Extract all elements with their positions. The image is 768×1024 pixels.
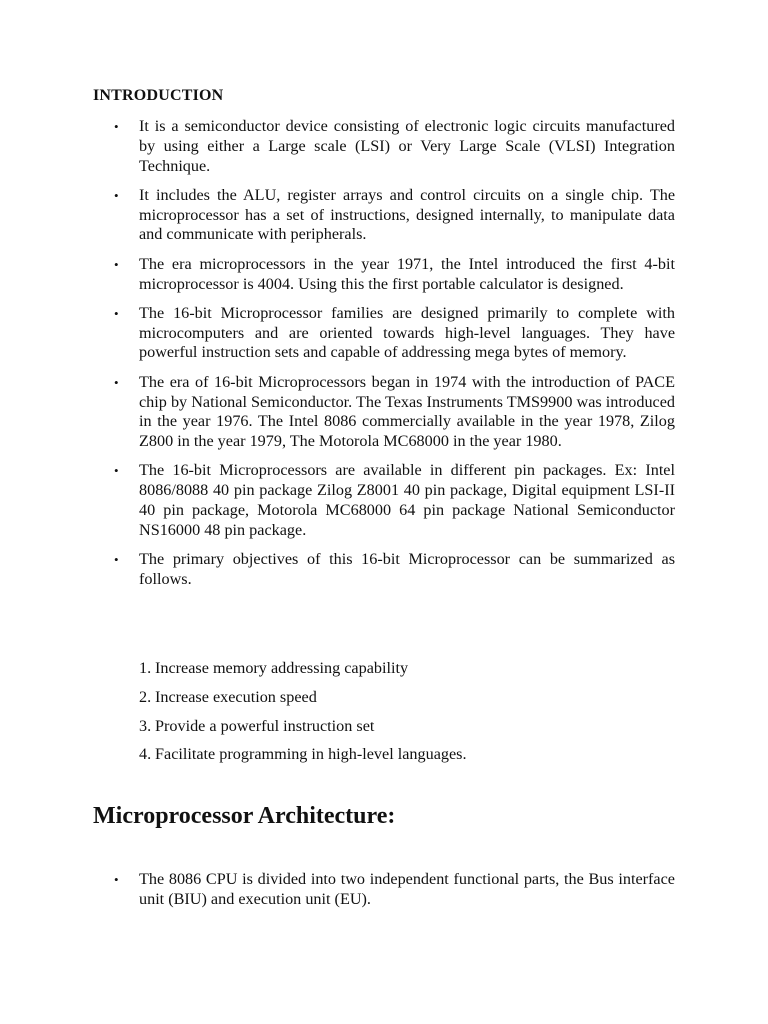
- list-number: 2.: [139, 687, 152, 706]
- introduction-bullet-list: [114, 117, 675, 599]
- list-number: 4.: [139, 745, 152, 764]
- list-item: [114, 461, 675, 540]
- list-item: [139, 717, 467, 737]
- bullet-icon: •: [114, 552, 119, 568]
- bullet-icon: •: [114, 256, 119, 272]
- bullet-icon: •: [114, 119, 119, 134]
- bullet-icon: •: [114, 305, 119, 321]
- introduction-heading: INTRODUCTION: [93, 87, 224, 104]
- bullet-text: The era microprocessors in the year 1971, the Intel introduced the first 4-bit microprocessor is 4004. Using this the first portable calculator is designed.: [139, 254, 675, 293]
- bullet-text: The era of 16-bit Microprocessors began in 1974 with the introduction of PACE chip by National Semiconductor. The Texas Instruments TMS9900 was introduced in the year 1976. The Intel 8086 commercially available in the year 1978, Zilog Z800 in the year 1979, The Motorola MC68000 in the year 1980.: [139, 372, 675, 451]
- list-item: [139, 659, 467, 679]
- list-item: [114, 255, 675, 295]
- list-item: [114, 373, 675, 452]
- objective-text: Increase execution speed: [155, 687, 317, 706]
- list-item: [114, 186, 675, 245]
- objectives-numbered-list: [139, 659, 467, 774]
- architecture-bullet-list: [114, 870, 675, 919]
- objective-text: Facilitate programming in high-level languages.: [155, 745, 467, 764]
- list-item: [114, 304, 675, 363]
- bullet-icon: •: [114, 374, 119, 390]
- bullet-text: The 8086 CPU is divided into two independent functional parts, the Bus interface unit (BIU) and execution unit (EU).: [139, 870, 675, 908]
- list-item: [139, 745, 467, 765]
- bullet-icon: •: [114, 463, 119, 479]
- list-item: [114, 870, 675, 910]
- bullet-text: The primary objectives of this 16-bit Microprocessor can be summarized as follows.: [139, 550, 675, 588]
- bullet-text: It is a semiconductor device consisting of electronic logic circuits manufactured by using either a Large scale (LSI) or Very Large Scale (VLSI) Integration Technique.: [139, 117, 675, 175]
- bullet-icon: •: [114, 187, 119, 203]
- architecture-heading: Microprocessor Architecture:: [93, 803, 396, 829]
- bullet-text: The 16-bit Microprocessor families are designed primarily to complete with microcomputers and are oriented towards high-level languages. They have powerful instruction sets and capable of addressing mega bytes of memory.: [139, 303, 675, 362]
- list-item: [114, 550, 675, 590]
- list-item: [114, 117, 675, 176]
- bullet-text: The 16-bit Microprocessors are available in different pin packages. Ex: Intel 8086/8088 40 pin package Zilog Z8001 40 pin package, Digital equipment LSI-II 40 pin package, Motorola MC68000 64 pin package National Semiconductor NS16000 48 pin package.: [139, 461, 675, 539]
- objective-text: Increase memory addressing capability: [155, 659, 409, 677]
- list-number: 3.: [139, 716, 152, 735]
- bullet-text: It includes the ALU, register arrays and control circuits on a single chip. The microprocessor has a set of instructions, designed internally, to manipulate data and communicate with peripherals.: [139, 185, 675, 244]
- bullet-icon: •: [114, 872, 119, 887]
- list-item: [139, 688, 467, 708]
- list-number: 1.: [139, 659, 152, 677]
- objective-text: Provide a powerful instruction set: [155, 716, 375, 735]
